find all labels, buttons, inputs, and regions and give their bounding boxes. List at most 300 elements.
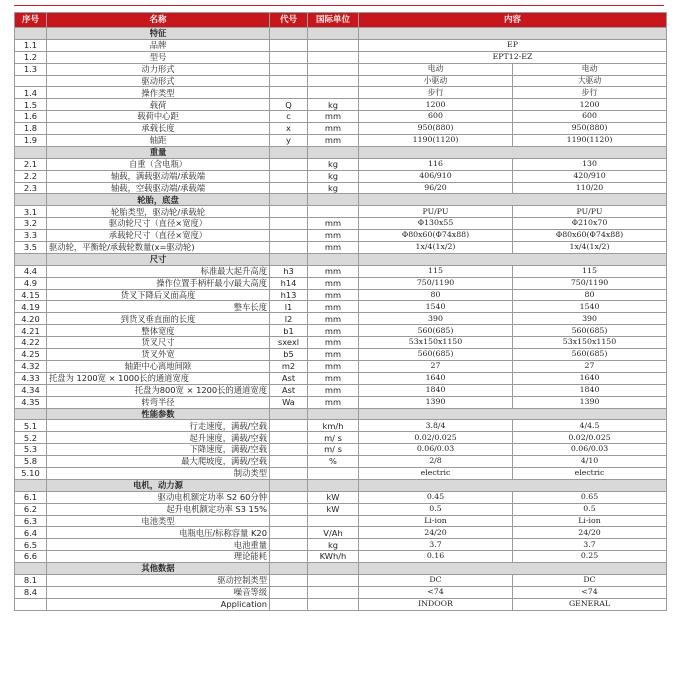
section-title: 电机，动力源 [47, 479, 270, 491]
row-code [270, 444, 308, 456]
row-code [270, 218, 308, 230]
row-unit: mm [308, 123, 359, 135]
row-name: 轴载，满载驱动端/承载端 [47, 170, 270, 182]
row-code: Q [270, 99, 308, 111]
table-row [15, 277, 667, 289]
row-unit: kW [308, 491, 359, 503]
table-row [15, 111, 667, 123]
row-number: 4.33 [15, 372, 47, 384]
row-value-1: 560(685) [359, 325, 513, 337]
row-name: 货叉外宽 [47, 349, 270, 361]
row-name: 载荷 [47, 99, 270, 111]
row-value-1: 0.16 [359, 551, 513, 563]
row-number: 1.6 [15, 111, 47, 123]
row-number: 6.3 [15, 515, 47, 527]
row-code: b1 [270, 325, 308, 337]
row-value-2: 115 [513, 265, 667, 277]
row-unit: mm [308, 230, 359, 242]
row-number: 4.19 [15, 301, 47, 313]
row-value-1: 1540 [359, 301, 513, 313]
section-unit-cell [308, 479, 359, 491]
row-value-1: 406/910 [359, 170, 513, 182]
row-value-2: 1540 [513, 301, 667, 313]
row-value-span: EPT12-EZ [359, 51, 667, 63]
row-code [270, 539, 308, 551]
section-code-cell [270, 28, 308, 40]
row-value-2: 1840 [513, 384, 667, 396]
row-name: 驱动轮尺寸（直径×宽度） [47, 218, 270, 230]
row-value-2: 600 [513, 111, 667, 123]
section-no-cell [15, 146, 47, 158]
row-number: 4.4 [15, 265, 47, 277]
section-code-cell [270, 479, 308, 491]
row-value-2: 27 [513, 360, 667, 372]
section-unit-cell [308, 408, 359, 420]
row-value-1: 1x/4(1x/2) [359, 242, 513, 254]
row-number: 6.4 [15, 527, 47, 539]
row-value-2: 电动 [513, 63, 667, 75]
section-no-cell [15, 563, 47, 575]
section-no-cell [15, 479, 47, 491]
section-content-cell [359, 146, 667, 158]
row-number: 6.2 [15, 503, 47, 515]
row-value-1: 80 [359, 289, 513, 301]
row-value-2: 0.02/0.025 [513, 432, 667, 444]
row-value-2: 0.65 [513, 491, 667, 503]
row-value-2: 0.06/0.03 [513, 444, 667, 456]
row-name: 自重（含电瓶） [47, 158, 270, 170]
spec-table [14, 12, 667, 611]
table-row [15, 301, 667, 313]
row-name: 操作位置手柄杆最小/最大高度 [47, 277, 270, 289]
row-name: 载荷中心距 [47, 111, 270, 123]
row-name: 托盘为800宽 × 1200长的通道宽度 [47, 384, 270, 396]
section-no-cell [15, 194, 47, 206]
row-name: 电池类型 [47, 515, 270, 527]
row-unit: m/ s [308, 432, 359, 444]
table-row [15, 337, 667, 349]
row-unit: mm [308, 218, 359, 230]
header-code: 代号 [270, 13, 308, 28]
section-header-row [15, 408, 667, 420]
row-value-2: PU/PU [513, 206, 667, 218]
row-unit: mm [308, 396, 359, 408]
row-number: 8.4 [15, 586, 47, 598]
row-value-2: Φ80x60(Φ74x88) [513, 230, 667, 242]
row-number: 5.3 [15, 444, 47, 456]
row-number: 8.1 [15, 574, 47, 586]
section-content-cell [359, 563, 667, 575]
row-number: 4.35 [15, 396, 47, 408]
row-value-2: 0.25 [513, 551, 667, 563]
row-code: sxexl [270, 337, 308, 349]
row-unit [308, 87, 359, 99]
row-name: 行走速度，满载/空载 [47, 420, 270, 432]
row-number: 5.10 [15, 467, 47, 479]
spec-table-body [15, 28, 667, 611]
section-content-cell [359, 28, 667, 40]
row-value-2: 80 [513, 289, 667, 301]
row-code: l1 [270, 301, 308, 313]
row-value-1: Φ80x60(Φ74x88) [359, 230, 513, 242]
row-code [270, 420, 308, 432]
row-code [270, 574, 308, 586]
row-code [270, 491, 308, 503]
row-value-1: 950(880) [359, 123, 513, 135]
row-name: 制动类型 [47, 467, 270, 479]
section-unit-cell [308, 253, 359, 265]
row-name: 整体宽度 [47, 325, 270, 337]
row-unit: mm [308, 337, 359, 349]
row-code [270, 456, 308, 468]
table-row [15, 158, 667, 170]
row-value-2: 1x/4(1x/2) [513, 242, 667, 254]
section-title: 轮胎，底盘 [47, 194, 270, 206]
row-value-2: 3.7 [513, 539, 667, 551]
row-code [270, 75, 308, 87]
section-title: 性能参数 [47, 408, 270, 420]
row-value-1: 115 [359, 265, 513, 277]
row-number: 1.3 [15, 63, 47, 75]
table-row [15, 444, 667, 456]
row-number: 4.9 [15, 277, 47, 289]
row-name: 噪音等级 [47, 586, 270, 598]
table-row [15, 574, 667, 586]
row-value-2: 0.5 [513, 503, 667, 515]
table-row [15, 586, 667, 598]
row-name: 驱动电机额定功率 S2 60分钟 [47, 491, 270, 503]
row-value-1: 27 [359, 360, 513, 372]
row-number: 1.5 [15, 99, 47, 111]
row-unit: % [308, 456, 359, 468]
table-row [15, 325, 667, 337]
row-value-1: 1200 [359, 99, 513, 111]
row-value-1: 96/20 [359, 182, 513, 194]
row-value-2: 750/1190 [513, 277, 667, 289]
section-header-row [15, 194, 667, 206]
row-number: 2.2 [15, 170, 47, 182]
row-name: 货叉尺寸 [47, 337, 270, 349]
row-value-2: DC [513, 574, 667, 586]
row-unit: kg [308, 539, 359, 551]
table-row [15, 63, 667, 75]
row-number: 5.8 [15, 456, 47, 468]
row-name: 起升电机额定功率 S3 15% [47, 503, 270, 515]
table-row [15, 420, 667, 432]
row-code [270, 230, 308, 242]
table-row [15, 551, 667, 563]
row-name: 驱动控制类型 [47, 574, 270, 586]
row-value-2: 110/20 [513, 182, 667, 194]
row-number: 4.32 [15, 360, 47, 372]
row-code [270, 598, 308, 610]
row-code [270, 170, 308, 182]
table-row [15, 491, 667, 503]
row-code [270, 515, 308, 527]
table-row [15, 230, 667, 242]
table-row [15, 360, 667, 372]
table-row [15, 396, 667, 408]
row-number: 1.1 [15, 39, 47, 51]
row-code: Wa [270, 396, 308, 408]
row-code [270, 242, 308, 254]
top-divider [14, 5, 664, 6]
row-number: 6.6 [15, 551, 47, 563]
row-unit [308, 598, 359, 610]
section-unit-cell [308, 28, 359, 40]
row-number: 4.21 [15, 325, 47, 337]
table-row [15, 539, 667, 551]
row-name: 转弯半径 [47, 396, 270, 408]
row-unit: mm [308, 360, 359, 372]
row-value-1: 1190(1120) [359, 135, 513, 147]
row-unit: kg [308, 170, 359, 182]
row-number: 5.1 [15, 420, 47, 432]
row-unit [308, 206, 359, 218]
row-code: b5 [270, 349, 308, 361]
row-name: Application [47, 598, 270, 610]
row-name: 最大爬坡度，满载/空载 [47, 456, 270, 468]
row-name: 电瓶电压/标称容量 K20 [47, 527, 270, 539]
row-value-2: 1200 [513, 99, 667, 111]
row-unit [308, 51, 359, 63]
row-code: y [270, 135, 308, 147]
table-row [15, 598, 667, 610]
row-number: 2.3 [15, 182, 47, 194]
row-name: 到货叉垂直面的长度 [47, 313, 270, 325]
section-code-cell [270, 563, 308, 575]
table-row [15, 372, 667, 384]
section-code-cell [270, 194, 308, 206]
section-unit-cell [308, 194, 359, 206]
row-unit: m/ s [308, 444, 359, 456]
row-code [270, 432, 308, 444]
row-number: 6.5 [15, 539, 47, 551]
row-value-1: electric [359, 467, 513, 479]
table-row [15, 527, 667, 539]
row-value-1: INDOOR [359, 598, 513, 610]
section-title: 特征 [47, 28, 270, 40]
row-value-1: 24/20 [359, 527, 513, 539]
table-row [15, 242, 667, 254]
row-value-2: 1640 [513, 372, 667, 384]
row-value-2: Li-ion [513, 515, 667, 527]
row-number: 1.4 [15, 87, 47, 99]
row-number: 1.9 [15, 135, 47, 147]
row-number: 1.8 [15, 123, 47, 135]
row-unit: mm [308, 111, 359, 123]
row-code [270, 158, 308, 170]
section-code-cell [270, 253, 308, 265]
row-value-1: Φ130x55 [359, 218, 513, 230]
table-row [15, 39, 667, 51]
table-header-row [15, 13, 667, 28]
row-name: 驱动形式 [47, 75, 270, 87]
table-row [15, 218, 667, 230]
table-row [15, 432, 667, 444]
section-title: 重量 [47, 146, 270, 158]
row-name: 型号 [47, 51, 270, 63]
row-number: 3.3 [15, 230, 47, 242]
section-code-cell [270, 146, 308, 158]
row-value-2: GENERAL [513, 598, 667, 610]
row-code: h13 [270, 289, 308, 301]
row-unit [308, 574, 359, 586]
row-value-1: 600 [359, 111, 513, 123]
row-value-1: DC [359, 574, 513, 586]
row-unit [308, 515, 359, 527]
row-unit: mm [308, 277, 359, 289]
row-unit: mm [308, 242, 359, 254]
table-row [15, 75, 667, 87]
row-number: 4.34 [15, 384, 47, 396]
row-unit: kW [308, 503, 359, 515]
row-value-2: 4/4.5 [513, 420, 667, 432]
row-value-2: 560(685) [513, 325, 667, 337]
row-value-1: 0.02/0.025 [359, 432, 513, 444]
row-value-2: <74 [513, 586, 667, 598]
section-content-cell [359, 253, 667, 265]
row-value-1: 390 [359, 313, 513, 325]
row-value-1: 3.8/4 [359, 420, 513, 432]
section-header-row [15, 479, 667, 491]
row-unit: mm [308, 289, 359, 301]
row-name: 标准最大起升高度 [47, 265, 270, 277]
row-code: h14 [270, 277, 308, 289]
row-value-2: Φ210x70 [513, 218, 667, 230]
section-header-row [15, 563, 667, 575]
row-unit: mm [308, 265, 359, 277]
header-unit: 国际单位 [308, 13, 359, 28]
row-number [15, 75, 47, 87]
row-unit: kg [308, 182, 359, 194]
header-content: 内容 [359, 13, 667, 28]
row-name: 下降速度，满载/空载 [47, 444, 270, 456]
section-content-cell [359, 479, 667, 491]
table-row [15, 313, 667, 325]
row-value-1: 560(685) [359, 349, 513, 361]
table-row [15, 51, 667, 63]
section-title: 尺寸 [47, 253, 270, 265]
row-number: 5.2 [15, 432, 47, 444]
row-number: 6.1 [15, 491, 47, 503]
row-value-1: 1640 [359, 372, 513, 384]
section-header-row [15, 146, 667, 158]
table-row [15, 289, 667, 301]
table-row [15, 87, 667, 99]
row-value-2: electric [513, 467, 667, 479]
section-no-cell [15, 28, 47, 40]
row-unit: mm [308, 384, 359, 396]
row-unit: KWh/h [308, 551, 359, 563]
section-no-cell [15, 408, 47, 420]
row-code [270, 467, 308, 479]
row-unit [308, 63, 359, 75]
row-name: 品牌 [47, 39, 270, 51]
table-row [15, 123, 667, 135]
row-unit [308, 467, 359, 479]
section-header-row [15, 28, 667, 40]
row-value-2: 130 [513, 158, 667, 170]
table-row [15, 384, 667, 396]
row-code: Ast [270, 384, 308, 396]
row-number [15, 598, 47, 610]
row-code: x [270, 123, 308, 135]
row-code: m2 [270, 360, 308, 372]
row-name: 货叉下降后叉面高度 [47, 289, 270, 301]
row-value-1: 电动 [359, 63, 513, 75]
row-value-2: 53x150x1150 [513, 337, 667, 349]
row-name: 托盘为 1200宽 × 1000长的通道宽度 [47, 372, 270, 384]
table-row [15, 349, 667, 361]
row-unit: mm [308, 325, 359, 337]
row-name: 轮胎类型，驱动轮/承载轮 [47, 206, 270, 218]
row-unit: km/h [308, 420, 359, 432]
row-value-2: 390 [513, 313, 667, 325]
row-name: 操作类型 [47, 87, 270, 99]
section-content-cell [359, 194, 667, 206]
row-code [270, 182, 308, 194]
section-unit-cell [308, 146, 359, 158]
section-unit-cell [308, 563, 359, 575]
row-value-2: 1190(1120) [513, 135, 667, 147]
row-value-2: 950(880) [513, 123, 667, 135]
row-name: 轴距中心离地间隙 [47, 360, 270, 372]
row-value-1: 53x150x1150 [359, 337, 513, 349]
row-value-2: 步行 [513, 87, 667, 99]
table-row [15, 135, 667, 147]
row-number: 3.2 [15, 218, 47, 230]
table-row [15, 206, 667, 218]
table-row [15, 170, 667, 182]
row-number: 4.15 [15, 289, 47, 301]
row-unit: V/Ah [308, 527, 359, 539]
row-code: h3 [270, 265, 308, 277]
row-number: 3.5 [15, 242, 47, 254]
row-name: 起升速度，满载/空载 [47, 432, 270, 444]
row-unit: mm [308, 349, 359, 361]
row-value-2: 大驱动 [513, 75, 667, 87]
row-value-1: PU/PU [359, 206, 513, 218]
row-unit [308, 39, 359, 51]
row-value-1: 小驱动 [359, 75, 513, 87]
row-name: 动力形式 [47, 63, 270, 75]
section-title: 其他数据 [47, 563, 270, 575]
row-value-1: 750/1190 [359, 277, 513, 289]
row-value-1: 1390 [359, 396, 513, 408]
row-value-2: 1390 [513, 396, 667, 408]
row-unit [308, 586, 359, 598]
row-number: 1.2 [15, 51, 47, 63]
row-name: 承载长度 [47, 123, 270, 135]
table-row [15, 99, 667, 111]
row-value-1: 1840 [359, 384, 513, 396]
row-number: 3.1 [15, 206, 47, 218]
section-code-cell [270, 408, 308, 420]
section-header-row [15, 253, 667, 265]
row-value-1: 116 [359, 158, 513, 170]
row-code [270, 527, 308, 539]
row-unit: mm [308, 135, 359, 147]
row-name: 轴载，空载驱动端/承载端 [47, 182, 270, 194]
section-no-cell [15, 253, 47, 265]
header-name: 名称 [47, 13, 270, 28]
row-unit: mm [308, 313, 359, 325]
row-value-1: 0.5 [359, 503, 513, 515]
row-code [270, 63, 308, 75]
row-number: 2.1 [15, 158, 47, 170]
row-name: 承载轮尺寸（直径×宽度） [47, 230, 270, 242]
